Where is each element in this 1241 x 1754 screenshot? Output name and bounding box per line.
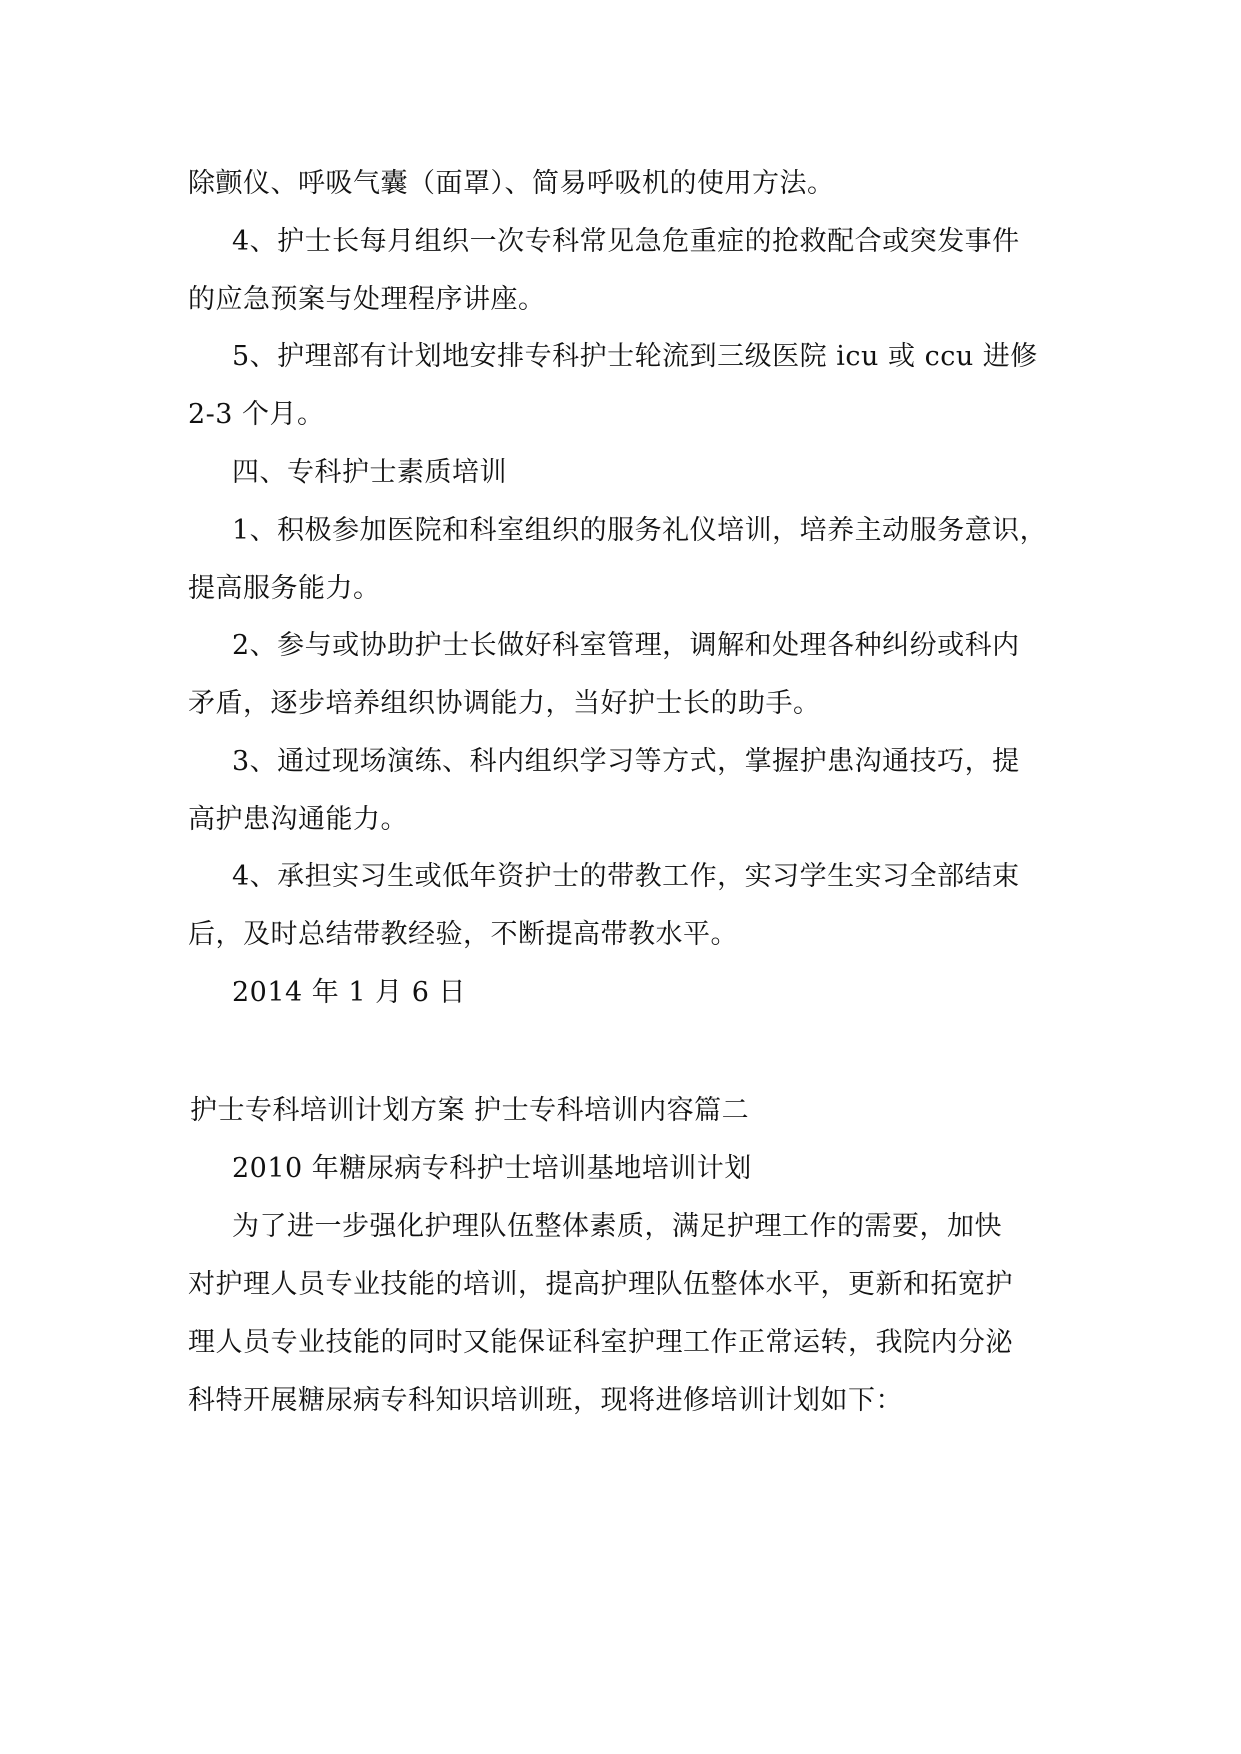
text-line: 理人员专业技能的同时又能保证科室护理工作正常运转，我院内分泌 xyxy=(188,1327,1013,1358)
text-line: 4、承担实习生或低年资护士的带教工作，实习学生实习全部结束 xyxy=(232,861,1020,892)
text-line: 为了进一步强化护理队伍整体素质，满足护理工作的需要，加快 xyxy=(232,1211,1002,1242)
text-line: 除颤仪、呼吸气囊（面罩）、简易呼吸机的使用方法。 xyxy=(188,168,835,199)
section-subtitle: 2010 年糖尿病专科护士培训基地培训计划 xyxy=(232,1153,752,1184)
text-line: 5、护理部有计划地安排专科护士轮流到三级医院 icu 或 ccu 进修 xyxy=(232,341,1038,372)
text-line: 的应急预案与处理程序讲座。 xyxy=(188,284,546,315)
text-line: 1、积极参加医院和科室组织的服务礼仪培训，培养主动服务意识， xyxy=(232,515,1048,546)
section-heading: 四、专科护士素质培训 xyxy=(232,457,507,488)
text-line: 后，及时总结带教经验，不断提高带教水平。 xyxy=(188,919,738,950)
text-line: 矛盾，逐步培养组织协调能力，当好护士长的助手。 xyxy=(188,688,821,719)
text-line: 对护理人员专业技能的培训，提高护理队伍整体水平，更新和拓宽护 xyxy=(188,1269,1013,1300)
text-line: 提高服务能力。 xyxy=(188,573,381,604)
section-title: 护士专科培训计划方案 护士专科培训内容篇二 xyxy=(190,1095,750,1126)
text-line: 3、通过现场演练、科内组织学习等方式，掌握护患沟通技巧，提 xyxy=(232,746,1020,777)
text-line: 高护患沟通能力。 xyxy=(188,804,408,835)
text-line: 2、参与或协助护士长做好科室管理，调解和处理各种纠纷或科内 xyxy=(232,630,1020,661)
text-line: 科特开展糖尿病专科知识培训班，现将进修培训计划如下： xyxy=(188,1385,903,1416)
date-line: 2014 年 1 月 6 日 xyxy=(232,977,466,1008)
text-line: 4、护士长每月组织一次专科常见急危重症的抢救配合或突发事件 xyxy=(232,226,1020,257)
text-line: 2-3 个月。 xyxy=(188,399,325,430)
